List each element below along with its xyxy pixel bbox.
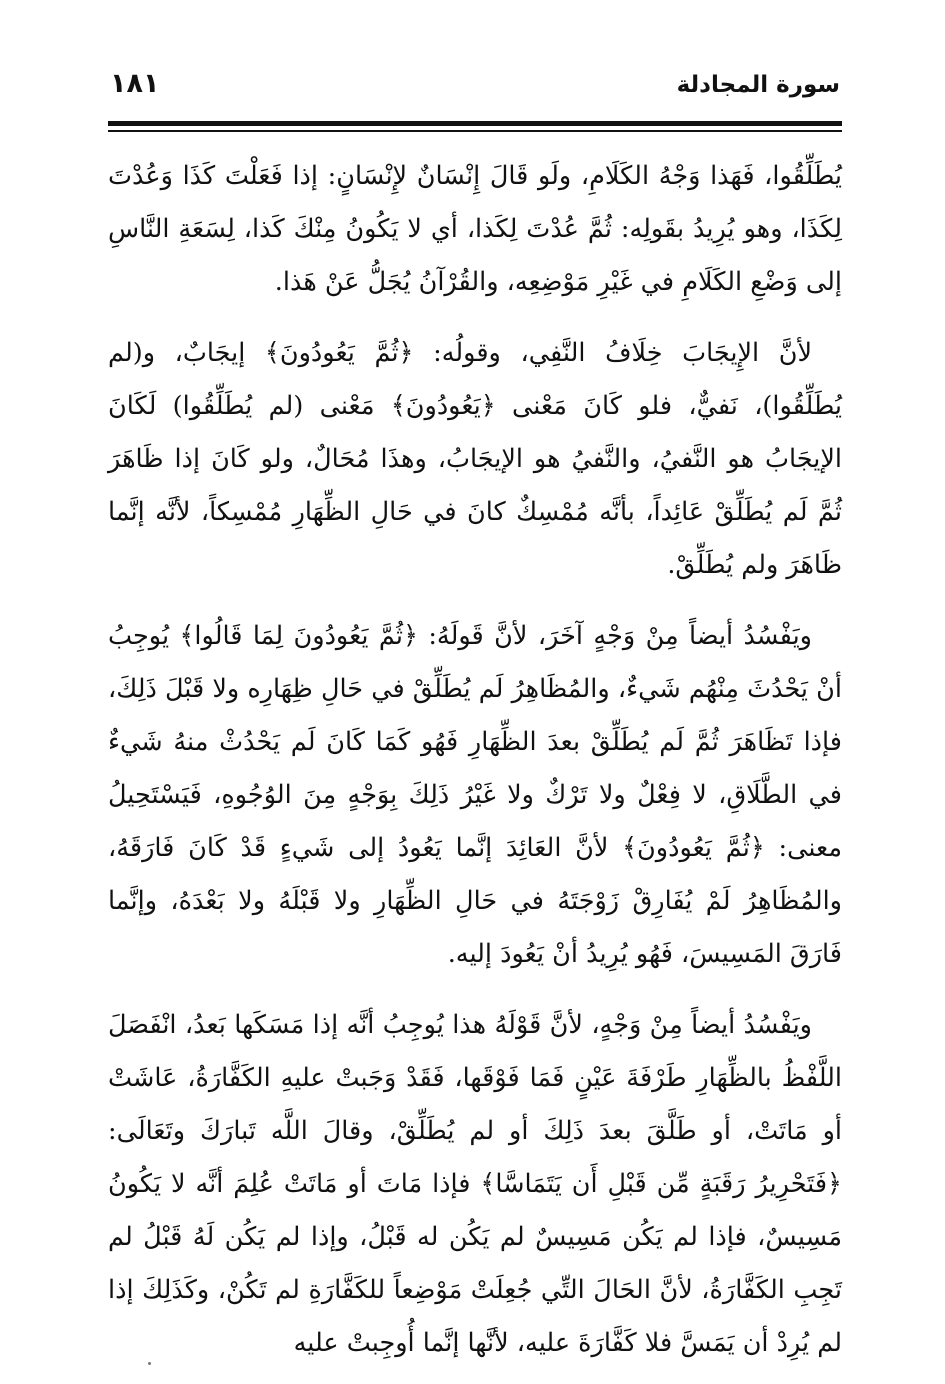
page-body	[108, 150, 842, 1370]
header-rule-thin	[108, 130, 842, 132]
header-rule-thick	[108, 121, 842, 126]
scan-speck	[148, 1362, 151, 1365]
paragraph-4: ويَفْسُدُ أيضاً مِنْ وَجْهٍ، لأنَّ قَوْلَهُ هذا يُوجِبُ أنَّه إذا مَسَكَها بَعدُ، انْفَصَلَ اللَّفْظُ بالظِّهَارِ طَرْفَةَ عَيْنٍ فَمَا فَوْقَها، فَقَدْ وَجَبتْ عليهِ الكَفَّارَةُ، عَاشَتْ أو مَاتَتْ، أو طَلَّقَ بعدَ ذَلِكَ أو لم يُطَلِّقْ، وقالَ اللَّه تَبارَكَ وتَعَالَى: ﴿فَتَحْرِيرُ رَقَبَةٍ مِّن قَبْلِ أَن يَتَمَاسَّا﴾ فإذا مَاتَ أو مَاتَتْ عُلِمَ أنَّه لا يَكُونُ مَسِيسٌ، فإذا لم يَكُن مَسِيسٌ لم يَكُن له قَبْلُ، وإذا لم يَكُن لَهُ قَبْلُ لم تَجِبِ الكَفَّارَةُ، لأنَّ الحَالَ التِّي جُعِلَتْ مَوْضِعاً للكَفَّارَةِ لم تَكُنْ، وكَذَلِكَ إذا لم يُرِدْ أن يَمَسَّ فلا كَفَّارَةَ عليه، لأنَّها إنَّما أُوجِبتْ عليه	[108, 1010, 842, 1358]
paragraph-1: يُطَلِّقُوا، فَهَذا وَجْهُ الكَلَامِ، ولَو قَالَ إِنْسَانٌ لإِنْسَانٍ: إذا فَعَلْتَ كَذَا وَعُدْتَ لِكَذَا، وهو يُرِيدُ بقَولِه: ثُمَّ عُدْتَ لِكَذا، أي لا يَكُونُ مِنْكَ كَذا، لِسَعَةِ النَّاسِ إلى وَضْعِ الكَلَامِ في غَيْرِ مَوْضِعِه، والقُرْآنُ يُجَلُّ عَنْ هَذا.	[108, 161, 842, 297]
page-header	[110, 68, 840, 108]
paragraph-3: ويَفْسُدُ أيضاً مِنْ وَجْهٍ آخَرَ، لأنَّ قَولَهُ: ﴿ثُمَّ يَعُودُونَ لِمَا قَالُوا﴾ يُوجِبُ أنْ يَحْدُثَ مِنْهُم شَيءٌ، والمُظَاهِرُ لَم يُطَلِّقْ في حَالِ ظِهَارِه ولا قَبْلَ ذَلِكَ، فإذا تَظَاهَرَ ثُمَّ لَم يُطَلِّقْ بعدَ الظِّهَارِ فَهُو كَمَا كَانَ لَم يَحْدُثْ منهُ شَيءٌ في الطَّلَاقِ، لا فِعْلٌ ولا تَرْكٌ ولا غَيْرُ ذَلِكَ بِوَجْهٍ مِنَ الوُجُوهِ، فَيَسْتَحِيلُ معنى: ﴿ثُمَّ يَعُودُونَ﴾ لأنَّ العَائِدَ إنَّما يَعُودُ إلى شَيءٍ قَدْ كَانَ فَارَقَهُ، والمُظَاهِرُ لَمْ يُفَارِقْ زَوْجَتَهُ في حَالِ الظِّهَارِ ولا قَبْلَهُ ولا بَعْدَهُ، وإنَّما فَارَقَ المَسِيسَ، فَهُو يُرِيدُ أنْ يَعُودَ إليه.	[108, 621, 842, 969]
paragraph-2: لأنَّ الإِيجَابَ خِلَافُ النَّفِي، وقولُه: ﴿ثُمَّ يَعُودُونَ﴾ إيجَابٌ، و(لم يُطَلِّقُوا)، نَفيٌّ، فلو كَانَ مَعْنى ﴿يَعُودُونَ﴾ مَعْنى (لم يُطَلِّقُوا) لَكَانَ الإيجَابُ هو النَّفيُ، والنَّفيُ هو الإيجَابُ، وهذَا مُحَالٌ، ولو كَانَ إذا ظَاهَرَ ثُمَّ لَم يُطَلِّقْ عَائِداً، بأنَّه مُمْسِكٌ كانَ في حَالِ الظِّهَارِ مُمْسِكاً، لأنَّه إنَّما ظَاهَرَ ولم يُطَلِّقْ.	[108, 338, 842, 580]
surah-title: سورة المجادلة	[676, 72, 840, 98]
page-number: ١٨١	[110, 68, 160, 99]
